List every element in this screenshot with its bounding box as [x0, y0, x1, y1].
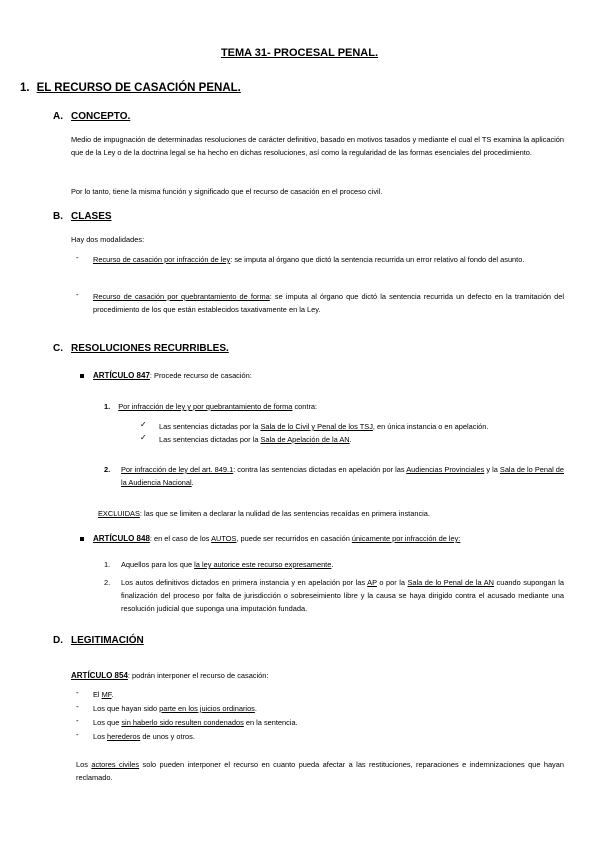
- checkmark-icon: ✓: [140, 433, 147, 442]
- legitimacion-item: [93, 688, 114, 701]
- subsection-heading-concepto: [53, 111, 130, 122]
- subsection-title: CLASES: [71, 211, 112, 222]
- paragraph-link: actores civiles: [91, 760, 140, 769]
- article-text: : podrán interponer el recurso de casación:: [127, 671, 269, 680]
- article-label: ARTÍCULO 848: [93, 534, 150, 543]
- article-text: : Procede recurso de casación:: [149, 371, 252, 380]
- item-link: sin haberlo sido resulten condenados: [121, 718, 244, 727]
- check-item-post: , en única instancia o en apelación.: [372, 422, 489, 431]
- document-title: TEMA 31- PROCESAL PENAL.: [220, 47, 379, 59]
- art847-item-2: [121, 463, 564, 489]
- legitimacion-item: [93, 730, 195, 743]
- item-number: 1.: [104, 560, 111, 569]
- item-text: .: [254, 704, 257, 713]
- article-link: AUTOS: [211, 534, 237, 543]
- item-text: : contra las sentencias dictadas en apelación por las: [233, 465, 407, 474]
- dash-bullet: -: [76, 702, 79, 711]
- art848-line: [93, 532, 460, 545]
- square-bullet: [80, 374, 84, 378]
- actores-civiles-paragraph: [76, 758, 564, 784]
- art847-item-1: [104, 400, 317, 413]
- subsection-letter: D.: [53, 635, 63, 646]
- item-text: Aquellos para los que: [121, 560, 195, 569]
- section-title: EL RECURSO DE CASACIÓN PENAL.: [36, 82, 241, 94]
- item-number: 1.: [104, 402, 111, 411]
- subsection-heading-resoluciones: [53, 343, 229, 354]
- check-item: [159, 420, 488, 433]
- item-text: de unos y otros.: [140, 732, 195, 741]
- legitimacion-item: [93, 702, 257, 715]
- excluidas-text: : las que se limiten a declarar la nulidad de las sentencias recaídas en primera instancia.: [139, 509, 430, 518]
- excluidas-label: EXCLUIDAS: [98, 509, 140, 518]
- clases-item: [93, 290, 564, 316]
- legitimacion-item: [93, 716, 298, 729]
- item-text: Los que: [93, 718, 122, 727]
- dash-bullet: -: [76, 253, 79, 262]
- subsection-letter: C.: [53, 343, 63, 354]
- art848-item-2: [121, 576, 564, 615]
- article-label: ARTÍCULO 847: [93, 371, 150, 380]
- excluidas-line: [98, 507, 430, 520]
- dash-bullet: -: [76, 688, 79, 697]
- clases-item-text: : se imputa al órgano que dictó la sentencia recurrida un error relativo al fondo del asunto.: [230, 255, 525, 264]
- item-text: Los que hayan sido: [93, 704, 160, 713]
- clases-intro: Hay dos modalidades:: [71, 235, 145, 244]
- subsection-title: RESOLUCIONES RECURRIBLES.: [71, 343, 229, 354]
- item-number: 2.: [104, 578, 111, 587]
- item-text: Los: [93, 732, 107, 741]
- clases-item-label: Recurso de casación por infracción de ley: [93, 255, 231, 264]
- concepto-paragraph: Medio de impugnación de determinadas resoluciones de carácter definitivo, basado en motivos tasados y mediante el cual el TS examina la aplicación que de la Ley o de la doctrina legal se ha hecho en dichas resoluciones, así como la regularidad de las formas esenciales del procedimiento.: [71, 135, 564, 157]
- item-link: la ley autorice este recurso expresamente: [194, 560, 332, 569]
- clases-item-label: Recurso de casación por quebrantamiento de forma: [93, 292, 270, 301]
- concepto-paragraph-2: Por lo tanto, tiene la misma función y significado que el recurso de casación en el proceso civil.: [71, 187, 383, 196]
- item-link: Sala de lo Penal de la Audiencia Nacional: [121, 465, 565, 487]
- dash-bullet: -: [76, 290, 79, 299]
- item-text: en la sentencia.: [243, 718, 298, 727]
- check-item: [159, 433, 352, 446]
- subsection-heading-clases: [53, 211, 112, 222]
- subsection-title: CONCEPTO.: [71, 111, 131, 122]
- item-text: y la: [484, 465, 500, 474]
- article-text: , puede ser recurridos en casación: [236, 534, 352, 543]
- section-heading: [20, 82, 241, 94]
- check-item-post: .: [349, 435, 352, 444]
- art854-line: [71, 669, 268, 682]
- subsection-heading-legitimacion: [53, 635, 144, 646]
- item-label: Por infracción de ley del art. 849.1: [121, 465, 234, 474]
- item-link: MF: [101, 690, 112, 699]
- paragraph-text: solo pueden interponer el recurso en cuanto pueda afectar a las restituciones, reparaciones e indemnizaciones que hayan reclamado.: [76, 760, 564, 782]
- section-number: 1.: [20, 82, 30, 94]
- item-text: .: [191, 478, 194, 487]
- item-number: 2.: [104, 465, 111, 474]
- item-text: .: [331, 560, 334, 569]
- item-text: cuando supongan la finalización del proceso por falta de jurisdicción o sobreseimiento libre y la causa se haya dirigido contra el acusado mediante una resolución judicial que suponga una imputación fundada.: [121, 578, 564, 613]
- item-link: herederos: [106, 732, 141, 741]
- art847-line: [93, 369, 252, 382]
- dash-bullet: -: [76, 730, 79, 739]
- check-item-link: Sala de lo Civil y Penal de los TSJ: [260, 422, 373, 431]
- clases-item: [93, 253, 564, 266]
- item-link: Sala de lo Penal de la AN: [407, 578, 495, 587]
- article-text: : en el caso de los: [149, 534, 212, 543]
- paragraph-text: Los: [76, 760, 92, 769]
- item-text: .: [111, 690, 114, 699]
- check-item-pre: Las sentencias dictadas por la: [159, 435, 261, 444]
- article-label: ARTÍCULO 854: [71, 671, 128, 680]
- item-text: Los autos definitivos dictados en primera instancia y en apelación por las: [121, 578, 368, 587]
- check-item-link: Sala de Apelación de la AN: [260, 435, 350, 444]
- clases-item-text: : se imputa al órgano que dictó la sentencia recurrida un defecto en la tramitación del procedimiento de los que están establecidos taxativamente en la Ley.: [93, 292, 565, 314]
- subsection-letter: B.: [53, 211, 63, 222]
- article-link: únicamente por infracción de ley:: [351, 534, 461, 543]
- check-item-pre: Las sentencias dictadas por la: [159, 422, 261, 431]
- subsection-letter: A.: [53, 111, 63, 122]
- checkmark-icon: ✓: [140, 420, 147, 429]
- item-link: AP: [367, 578, 377, 587]
- art848-item-1: [121, 558, 333, 571]
- item-label: Por infracción de ley y por quebrantamiento de forma: [118, 402, 293, 411]
- item-text: El: [93, 690, 102, 699]
- item-text: o por la: [376, 578, 408, 587]
- subsection-title: LEGITIMACIÓN: [71, 635, 144, 646]
- dash-bullet: -: [76, 716, 79, 725]
- square-bullet: [80, 537, 84, 541]
- item-text: contra:: [292, 402, 318, 411]
- item-link: Audiencias Provinciales: [406, 465, 485, 474]
- item-link: parte en los juicios ordinarios: [159, 704, 255, 713]
